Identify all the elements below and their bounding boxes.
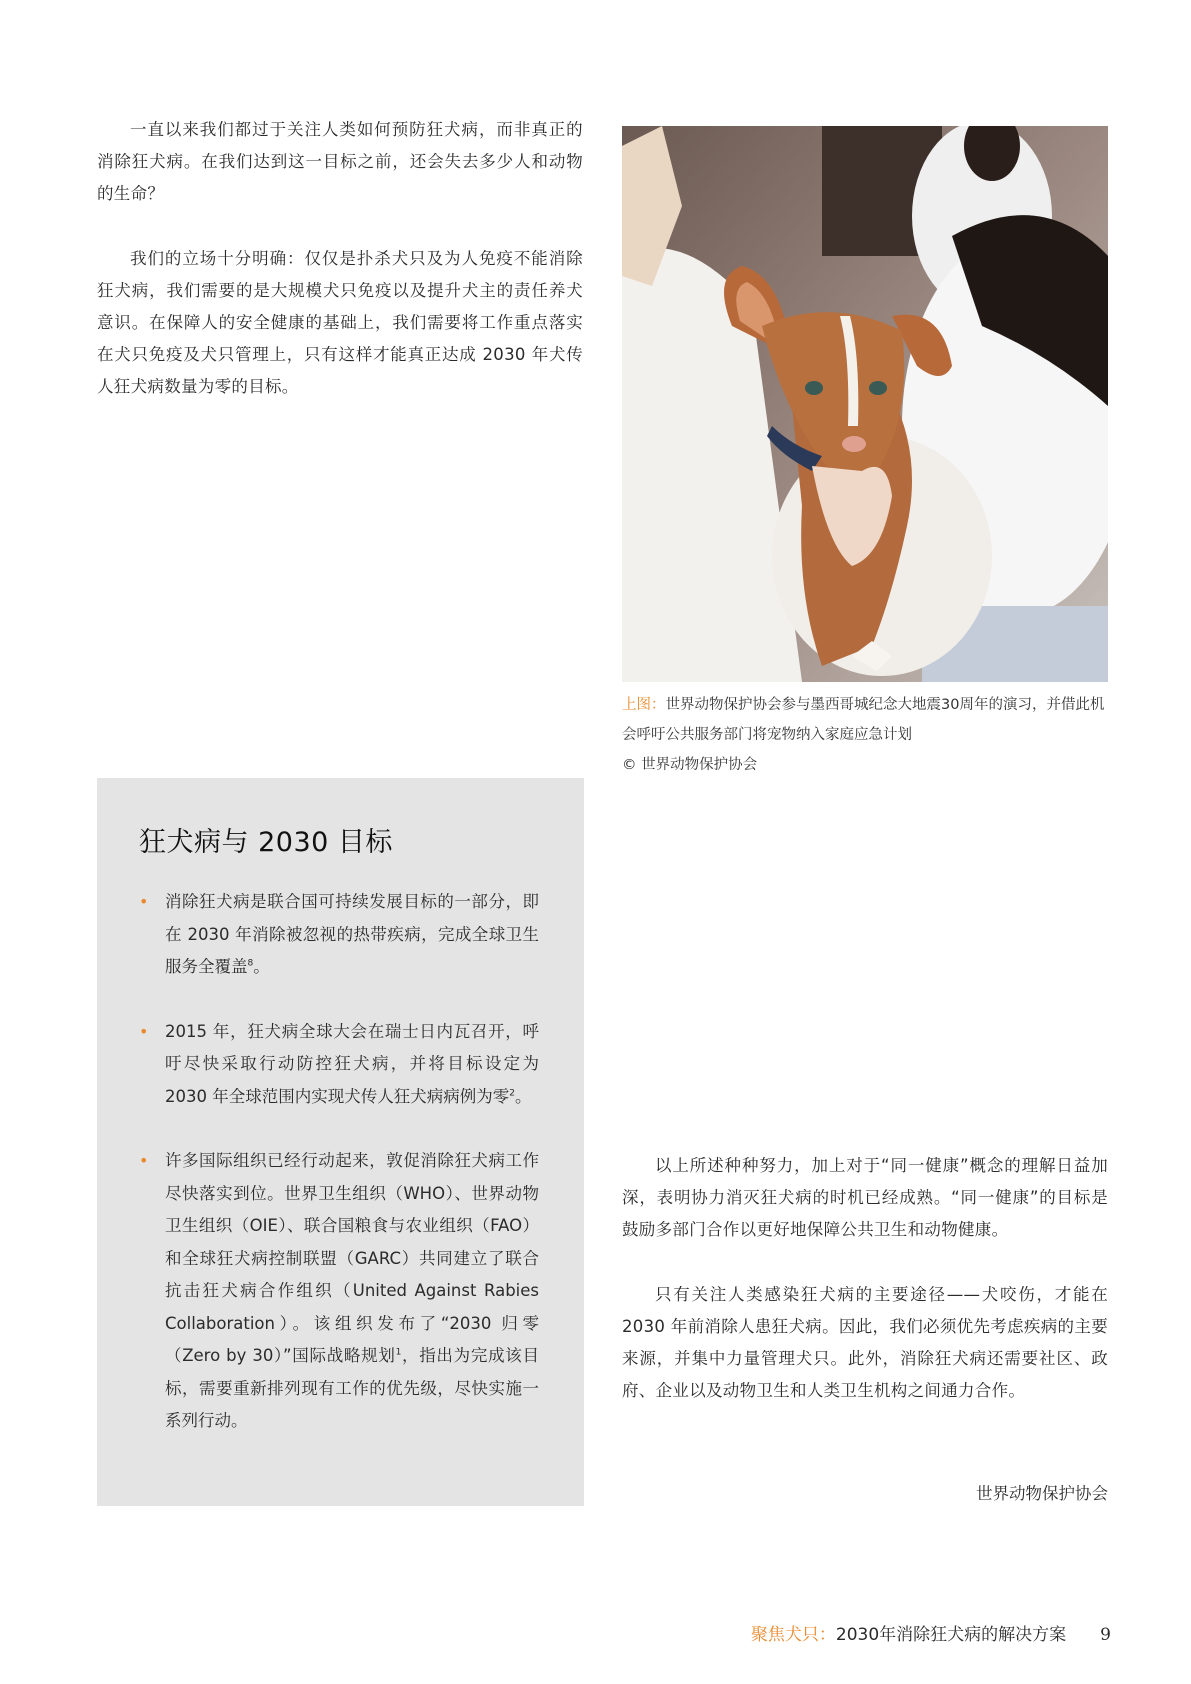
page-footer <box>751 1620 1111 1645</box>
rabies-2030-sidebar <box>97 778 584 1506</box>
author-signature: 世界动物保护协会 <box>976 1484 1108 1503</box>
caption-text: 世界动物保护协会参与墨西哥城纪念大地震30周年的演习，并借此机会呼吁公共服务部门将宠物纳入家庭应急计划 <box>622 697 1105 743</box>
bullet-item: • 2015 年，狂犬病全球大会在瑞士日内瓦召开，呼吁尽快采取行动防控狂犬病，并将目标设定为 2030 年全球范围内实现犬传人狂犬病病例为零$^2$。 <box>139 1016 539 1114</box>
intro-paragraph-1: 一直以来我们都过于关注人类如何预防狂犬病，而非真正的消除狂犬病。在我们达到这一目标之前，还会失去多少人和动物的生命？ <box>97 120 583 203</box>
intro-paragraph-2: 我们的立场十分明确：仅仅是扑杀犬只及为人免疫不能消除狂犬病，我们需要的是大规模犬只免疫以及提升犬主的责任养犬意识。在保障人的安全健康的基础上，我们需要将工作重点落实在犬只免疫及犬只管理上，只有这样才能真正达成 2030 年犬传人狂犬病数量为零的目标。 <box>97 249 583 396</box>
caption-label: 上图： <box>622 697 666 713</box>
footer-highlight: 聚焦犬只： <box>750 1625 836 1645</box>
dog-bite-paragraph: 只有关注人类感染狂犬病的主要途径——犬咬伤，才能在 2030 年前消除人患狂犬病。因此，我们必须优先考虑疾病的主要来源，并集中力量管理犬只。此外，消除狂犬病还需要社区、政府、企业以及动物卫生和人类卫生机构之间通力合作。 <box>622 1285 1108 1400</box>
bullet-item: • 消除狂犬病是联合国可持续发展目标的一部分，即在 2030 年消除被忽视的热带疾病，完成全球卫生服务全覆盖$^8$。 <box>139 886 539 984</box>
photo-caption <box>622 690 1112 780</box>
one-health-paragraph: 以上所述种种努力，加上对于“同一健康”概念的理解日益加深，表明协力消灭狂犬病的时机已经成熟。“同一健康”的目标是鼓励多部门合作以更好地保障公共卫生和动物健康。 <box>622 1156 1108 1239</box>
bullet-dot-icon: • <box>139 1151 149 1170</box>
puppy-photo <box>622 126 1108 682</box>
sidebar-title: 狂犬病与 2030 目标 <box>139 827 393 858</box>
page-number: 9 <box>1100 1625 1111 1645</box>
sidebar-bullets <box>139 886 539 1470</box>
bullet-item: • 许多国际组织已经行动起来，敦促消除狂犬病工作尽快落实到位。世界卫生组织（WHO）、世界动物卫生组织（OIE）、联合国粮食与农业组织（FAO）和全球狂犬病控制联盟（GARC）共同建立了联合抗击狂犬病合作组织（United Against Rabies Collaboration）。该组织发布了“2030 归零（Zero by 30）”国际战略规划$^1$，指出为完成该目标，需要重新排列现有工作的优先级，尽快实施一系列行动。 <box>139 1145 539 1438</box>
bullet-dot-icon: • <box>139 892 149 911</box>
bullet-dot-icon: • <box>139 1021 149 1041</box>
photo-credit: © 世界动物保护协会 <box>622 757 758 773</box>
footer-title: 2030年消除狂犬病的解决方案 <box>835 1625 1067 1645</box>
